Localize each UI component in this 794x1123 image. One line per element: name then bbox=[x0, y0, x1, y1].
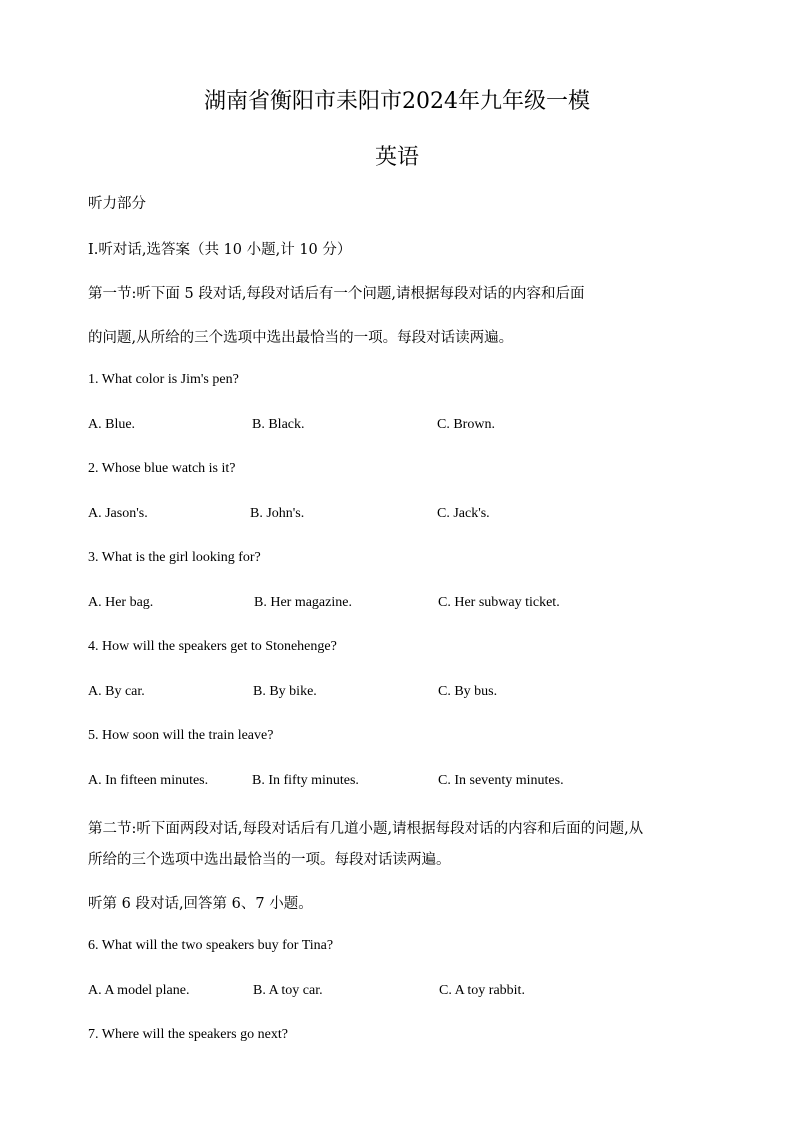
part1-section2-line2: 所给的三个选项中选出最恰当的一项。每段对话读两遍。 bbox=[88, 852, 451, 868]
q1-option-a: A. Blue. bbox=[88, 417, 136, 432]
q3-option-c: C. Her subway ticket. bbox=[438, 595, 560, 610]
part1-instructions-line2: 的问题,从所给的三个选项中选出最恰当的一项。每段对话读两遍。 bbox=[88, 330, 514, 346]
exam-title: 湖南省衡阳市耒阳市2024年九年级一模 bbox=[204, 89, 590, 114]
q2-option-b: B. John's. bbox=[250, 506, 305, 521]
listening-section-label: 听力部分 bbox=[88, 196, 146, 212]
q2-option-a: A. Jason's. bbox=[88, 506, 148, 521]
q4-option-b: B. By bike. bbox=[253, 684, 317, 699]
question-1: 1. What color is Jim's pen? bbox=[88, 372, 239, 387]
q1-option-b: B. Black. bbox=[252, 417, 305, 432]
q4-option-c: C. By bus. bbox=[438, 684, 498, 699]
q5-option-b: B. In fifty minutes. bbox=[252, 773, 359, 788]
q3-option-a: A. Her bag. bbox=[88, 595, 154, 610]
question-7: 7. Where will the speakers go next? bbox=[88, 1027, 288, 1042]
q6-option-c: C. A toy rabbit. bbox=[439, 983, 525, 998]
q6-option-a: A. A model plane. bbox=[88, 983, 190, 998]
question-2: 2. Whose blue watch is it? bbox=[88, 461, 236, 476]
question-5: 5. How soon will the train leave? bbox=[88, 728, 274, 743]
part1-heading: Ⅰ.听对话,选答案（共 10 小题,计 10 分） bbox=[88, 242, 352, 258]
q4-option-a: A. By car. bbox=[88, 684, 145, 699]
dialog6-intro: 听第 6 段对话,回答第 6、7 小题。 bbox=[88, 896, 313, 912]
question-6: 6. What will the two speakers buy for Tina? bbox=[88, 938, 334, 953]
part1-instructions-line1: 第一节:听下面 5 段对话,每段对话后有一个问题,请根据每段对话的内容和后面 bbox=[88, 286, 585, 302]
part1-section2-line1: 第二节:听下面两段对话,每段对话后有几道小题,请根据每段对话的内容和后面的问题,从 bbox=[88, 821, 644, 837]
question-3: 3. What is the girl looking for? bbox=[88, 550, 261, 565]
q1-option-c: C. Brown. bbox=[437, 417, 495, 432]
q3-option-b: B. Her magazine. bbox=[254, 595, 352, 610]
q6-option-b: B. A toy car. bbox=[253, 983, 323, 998]
q2-option-c: C. Jack's. bbox=[437, 506, 490, 521]
question-4: 4. How will the speakers get to Stonehenge? bbox=[88, 639, 337, 654]
subject-title: 英语 bbox=[374, 145, 419, 170]
q5-option-c: C. In seventy minutes. bbox=[438, 773, 564, 788]
q5-option-a: A. In fifteen minutes. bbox=[88, 773, 209, 788]
